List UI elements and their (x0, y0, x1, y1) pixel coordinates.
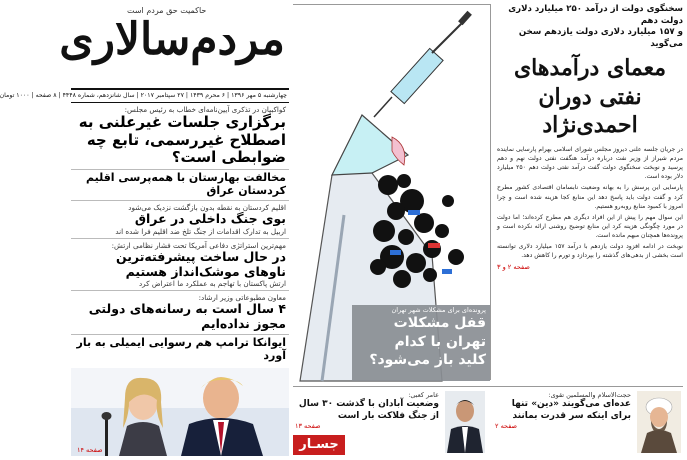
story-ivanka[interactable] (71, 335, 289, 365)
masthead-title: مردم‌سالاری (59, 14, 285, 65)
trump-ivanka-photo[interactable] (71, 368, 289, 456)
story-headline: ایوانکا ترامپ هم رسوایی ایمیلی به بار آورد (76, 335, 286, 362)
page-ref: صفحه ۱۴ (77, 446, 103, 454)
masthead (59, 4, 289, 88)
story-headline: مخالفت بهارستان با همه‌پرسی اقلیم کردستان عراق (86, 171, 286, 198)
masthead-tagline: حاکمیت حق مردم است (127, 6, 207, 15)
story-iraq-war[interactable] (71, 201, 289, 239)
lead-paragraph: نوبخت در ادامه افزود دولت یازدهم با درآمد ۱۵۷ میلیارد دلاری توانسته است بخشی از بدهی‌های گذشته را بپردازد و تورم را کاهش دهد. (497, 243, 683, 260)
jesaratnama-logo: جسـار (293, 435, 345, 455)
story-destroyers[interactable] (71, 239, 289, 292)
story-headline: برگزاری جلسات غیرعلنی به اصطلاح غیررسمی، تابع چه ضوابطی است؟ (78, 113, 286, 167)
story-kicker: معاون مطبوعاتی وزیر ارشاد: (198, 293, 286, 303)
story-abadan[interactable] (293, 389, 487, 455)
lead-body (497, 145, 683, 261)
story-parliament-sessions[interactable] (71, 103, 289, 170)
story-kicker: اقلیم کردستان به نقطه بدون بازگشت نزدیک می‌شود (128, 203, 286, 212)
story-headline: در حال ساخت پیشرفته‌ترین ناوهای موشک‌انداز هستیم (115, 248, 286, 279)
story-kicker: عامر کعبی: (408, 391, 439, 399)
lead-deck-1: سخنگوی دولت از درآمد ۲۵۰ میلیارد دلاری دولت دهم (508, 4, 683, 26)
story-referendum[interactable] (71, 170, 289, 201)
right-column[interactable] (497, 4, 683, 384)
story-media-licenses[interactable] (71, 291, 289, 335)
page-ref: صفحه ۱۳ (295, 422, 321, 431)
page-ref: صفحه ۲ (495, 422, 518, 431)
lead-deck-2: و ۱۵۷ میلیارد دلاری دولت یازدهم سخن می‌گوید (518, 27, 683, 49)
story-headline: ۴ سال است به رسانه‌های دولتی مجوز نداده‌ایم (88, 301, 286, 331)
cleric-photo (637, 391, 681, 453)
cartoon[interactable] (293, 4, 491, 380)
story-headline: عده‌ای می‌گویند «دین» تنها برای اینکه سر قدرت بمانند (511, 399, 631, 421)
photo-illustration (71, 368, 289, 456)
story-headline: بوی جنگ داخلی در عراق (134, 211, 286, 226)
lead-paragraph: در جریان جلسه علنی دیروز مجلس شورای اسلامی بهرام پارسایی نماینده مردم شیراز از وزیر نفت درباره درآمد هنگفت نفتی دولت نهم و دهم پرسید و نوبخت سخنگوی دولت گفت درآمد نفتی دولت دهم ۲۵۰ میلیارد دلار بوده است. (497, 145, 683, 181)
story-kicker: کواکبیان در تذکری آیین‌نامه‌ای خطاب به رئیس مجلس: (124, 105, 286, 114)
story-subkicker: ارتش پاکستان با تهاجم به عملکرد ما اعتراض کرد (138, 279, 286, 289)
dateline: چهارشنبه ۵ مهر ۱۳۹۶ | ۶ محرم ۱۴۳۹ | ۲۷ سپتامبر ۲۰۱۷ | سال شانزدهم، شماره ۴۴۴۸ | ۸ صفحه | ۱۰۰۰ تومان (71, 88, 289, 103)
page-ref: صفحه ۲ و ۳ (497, 262, 530, 271)
cartoon-kicker: پرونده‌ای برای مشکلات شهر تهران (391, 306, 486, 315)
lead-headline: معمای درآمدهای نفتی دوران احمدی‌نژاد (513, 55, 667, 138)
story-kicker: مهم‌ترین استراتژی دفاعی آمریکا تحت فشار نظامی ارتش: (111, 240, 286, 250)
story-cleric[interactable] (493, 389, 683, 455)
lead-paragraph: پارسایی این پرسش را به بهانه وضعیت نابسامان اقتصادی کشور مطرح کرد و گفت دولت باید پاسخ دهد این منابع کجا هزینه شده است و چرا امروز با کمبود منابع روبه‌رو هستیم. (497, 184, 683, 210)
cartoon-headline: قفل مشکلات تهران با کدام کلید باز می‌شود؟ (369, 315, 486, 368)
kaabi-photo (445, 391, 485, 453)
bottom-strip (293, 386, 683, 456)
left-column (0, 4, 289, 456)
story-subkicker: اربیل به تدارک اقدامات از جنگ تلخ ضد اقلیم فرا شده اند (115, 226, 286, 236)
story-kicker: حجت‌الاسلام والمسلمین تقوی: (548, 391, 631, 399)
story-headline: وضعیت آبادان با گذشت ۳۰ سال از جنگ فلاکت بار است (298, 399, 439, 421)
cartoon-caption (364, 306, 486, 369)
lead-paragraph: این سوال مهم را پیش از این افراد دیگری هم مطرح کرده‌اند؛ اما دولت در مورد چگونگی هزینه کرد این منابع توضیح روشنی ارائه نکرده است و پرونده‌ها همچنان مبهم مانده است. (497, 213, 683, 240)
